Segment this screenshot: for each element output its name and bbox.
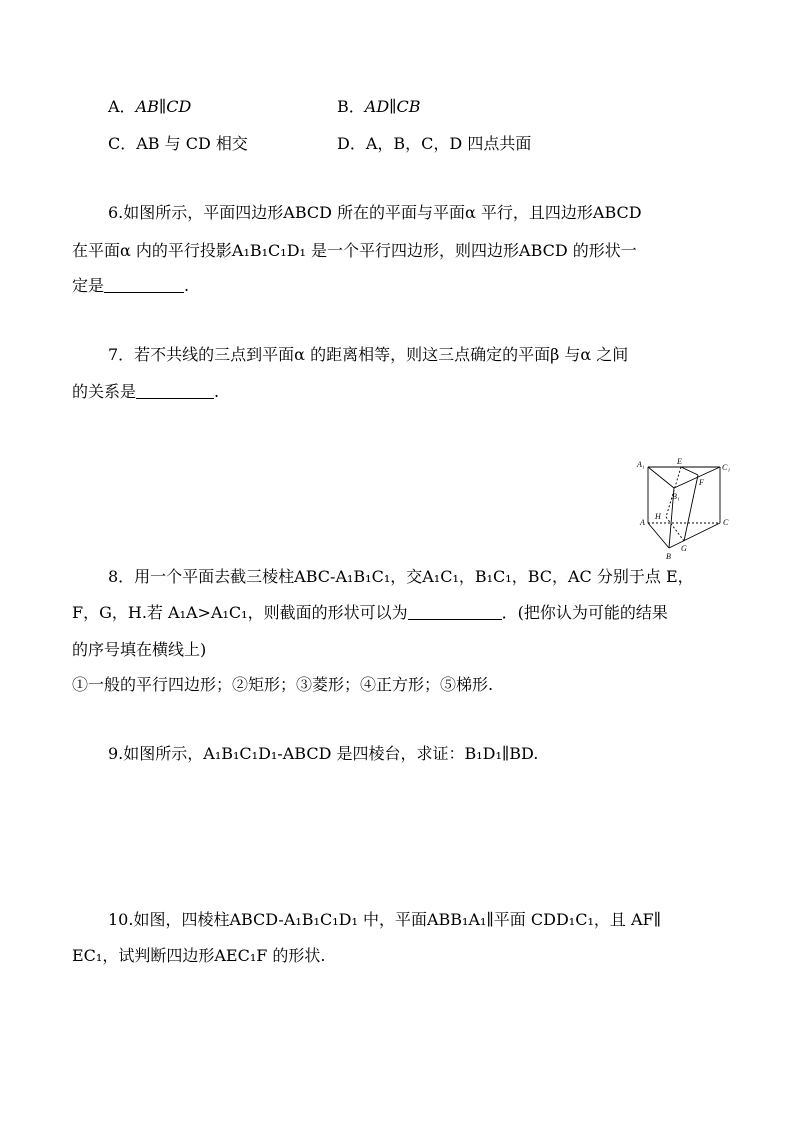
- triangular-prism-figure: [636, 455, 736, 565]
- q5-option-d-label: D．: [337, 134, 366, 153]
- q7-line-2: [72, 382, 219, 402]
- q8-line-4: ①一般的平行四边形；②矩形；③菱形；④正方形；⑤梯形.: [72, 675, 494, 694]
- figure-label-e: E: [677, 457, 682, 466]
- q7-answer-blank: [136, 384, 214, 399]
- q6-line-3-post: .: [184, 276, 190, 295]
- q6-line-1: 6.如图所示，平面四边形ABCD 所在的平面与平面α 平行，且四边形ABCD: [108, 203, 642, 222]
- figure-label-c: C: [723, 518, 729, 527]
- figure-label-g: G: [681, 544, 687, 553]
- q5-option-a: [108, 97, 191, 117]
- q6-line-3: [72, 276, 189, 296]
- q6-answer-blank: [104, 278, 184, 293]
- q8-line-1: 8．用一个平面去截三棱柱ABC-A₁B₁C₁，交A₁C₁，B₁C₁，BC，AC 分别于点 E，: [108, 567, 694, 586]
- figure-label-h: H: [655, 512, 661, 521]
- figure-label-a1: A₁: [637, 460, 645, 469]
- q8-line-2-pre: F，G，H.若 A₁A>A₁C₁，则截面的形状可以为: [72, 603, 408, 622]
- q8-line-2-post: ．(把你认为可能的结果: [501, 603, 668, 622]
- figure-label-b1: B₁: [672, 492, 680, 501]
- q7-line-2-pre: 的关系是: [72, 382, 137, 401]
- q5-option-a-label: A．: [108, 97, 136, 116]
- q5-option-a-content: AB∥CD: [135, 97, 192, 116]
- q5-option-d: [337, 134, 531, 154]
- q10-line-1: 10.如图，四棱柱ABCD-A₁B₁C₁D₁ 中，平面ABB₁A₁∥平面 CDD₁C₁，且 AF∥: [108, 910, 661, 929]
- figure-label-f: F: [699, 478, 704, 487]
- q6-line-2: 在平面α 内的平行投影A₁B₁C₁D₁ 是一个平行四边形，则四边形ABCD 的形状一: [72, 241, 637, 260]
- q8-line-3: 的序号填在横线上): [72, 640, 207, 659]
- figure-label-b: B: [666, 552, 671, 561]
- q5-option-d-content: A，B，C，D 四点共面: [365, 134, 532, 153]
- q5-option-c-content: AB 与 CD 相交: [136, 134, 248, 153]
- q8-line-2: [72, 603, 668, 623]
- q5-option-b-content: AD∥CB: [364, 97, 421, 116]
- q5-option-c: [108, 134, 248, 154]
- q7-line-1: 7．若不共线的三点到平面α 的距离相等，则这三点确定的平面β 与α 之间: [108, 345, 629, 364]
- q5-option-b-label: B．: [337, 97, 365, 116]
- q6-line-3-pre: 定是: [72, 276, 105, 295]
- q9-line-1: 9.如图所示，A₁B₁C₁D₁-ABCD 是四棱台，求证：B₁D₁∥BD.: [108, 744, 539, 763]
- figure-label-c1: C₁: [722, 463, 731, 472]
- q8-answer-blank: [408, 605, 502, 620]
- figure-label-a: A: [640, 518, 645, 527]
- q5-option-c-label: C．: [108, 134, 137, 153]
- q10-line-2: EC₁，试判断四边形AEC₁F 的形状.: [72, 946, 326, 965]
- q7-line-2-post: .: [214, 382, 220, 401]
- q5-option-b: [337, 97, 421, 117]
